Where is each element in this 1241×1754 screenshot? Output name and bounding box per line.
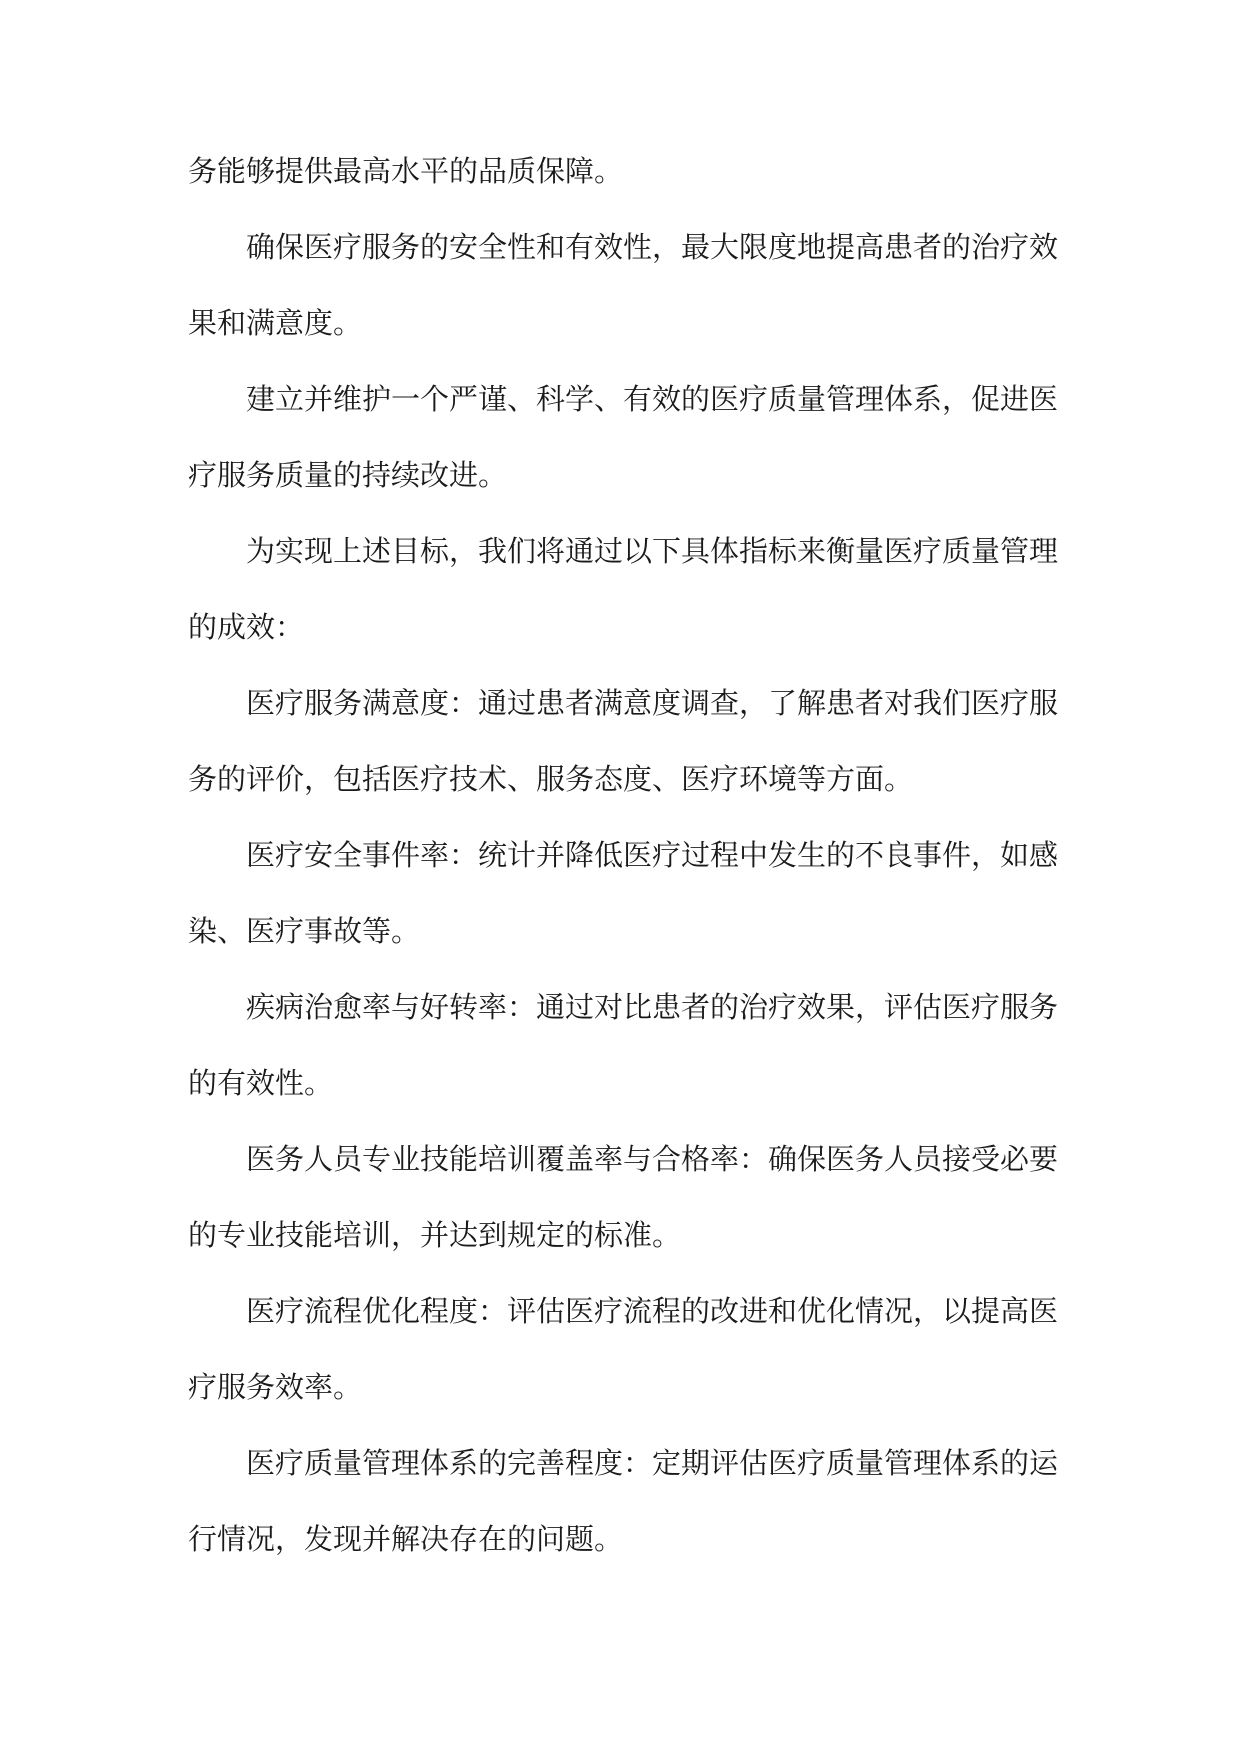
paragraph-indicator-cure-rate: 疾病治愈率与好转率：通过对比患者的治疗效果，评估医疗服务的有效性。 bbox=[188, 990, 1059, 1100]
paragraph-indicator-training: 医务人员专业技能培训覆盖率与合格率：确保医务人员接受必要的专业技能培训，并达到规定的标准。 bbox=[188, 1142, 1059, 1252]
paragraph-goal-system: 建立并维护一个严谨、科学、有效的医疗质量管理体系，促进医疗服务质量的持续改进。 bbox=[188, 382, 1059, 492]
paragraph-indicator-satisfaction: 医疗服务满意度：通过患者满意度调查，了解患者对我们医疗服务的评价，包括医疗技术、服务态度、医疗环境等方面。 bbox=[188, 686, 1059, 796]
paragraph-continuation: 务能够提供最高水平的品质保障。 bbox=[188, 154, 624, 188]
paragraph-indicator-process: 医疗流程优化程度：评估医疗流程的改进和优化情况，以提高医疗服务效率。 bbox=[188, 1294, 1059, 1404]
document-body bbox=[188, 133, 1058, 1577]
paragraph-indicator-system-maturity: 医疗质量管理体系的完善程度：定期评估医疗质量管理体系的运行情况，发现并解决存在的问题。 bbox=[188, 1446, 1059, 1556]
paragraph-indicators-intro: 为实现上述目标，我们将通过以下具体指标来衡量医疗质量管理的成效： bbox=[188, 534, 1059, 644]
paragraph-indicator-safety-events: 医疗安全事件率：统计并降低医疗过程中发生的不良事件，如感染、医疗事故等。 bbox=[188, 838, 1059, 948]
paragraph-goal-safety: 确保医疗服务的安全性和有效性，最大限度地提高患者的治疗效果和满意度。 bbox=[188, 230, 1059, 340]
